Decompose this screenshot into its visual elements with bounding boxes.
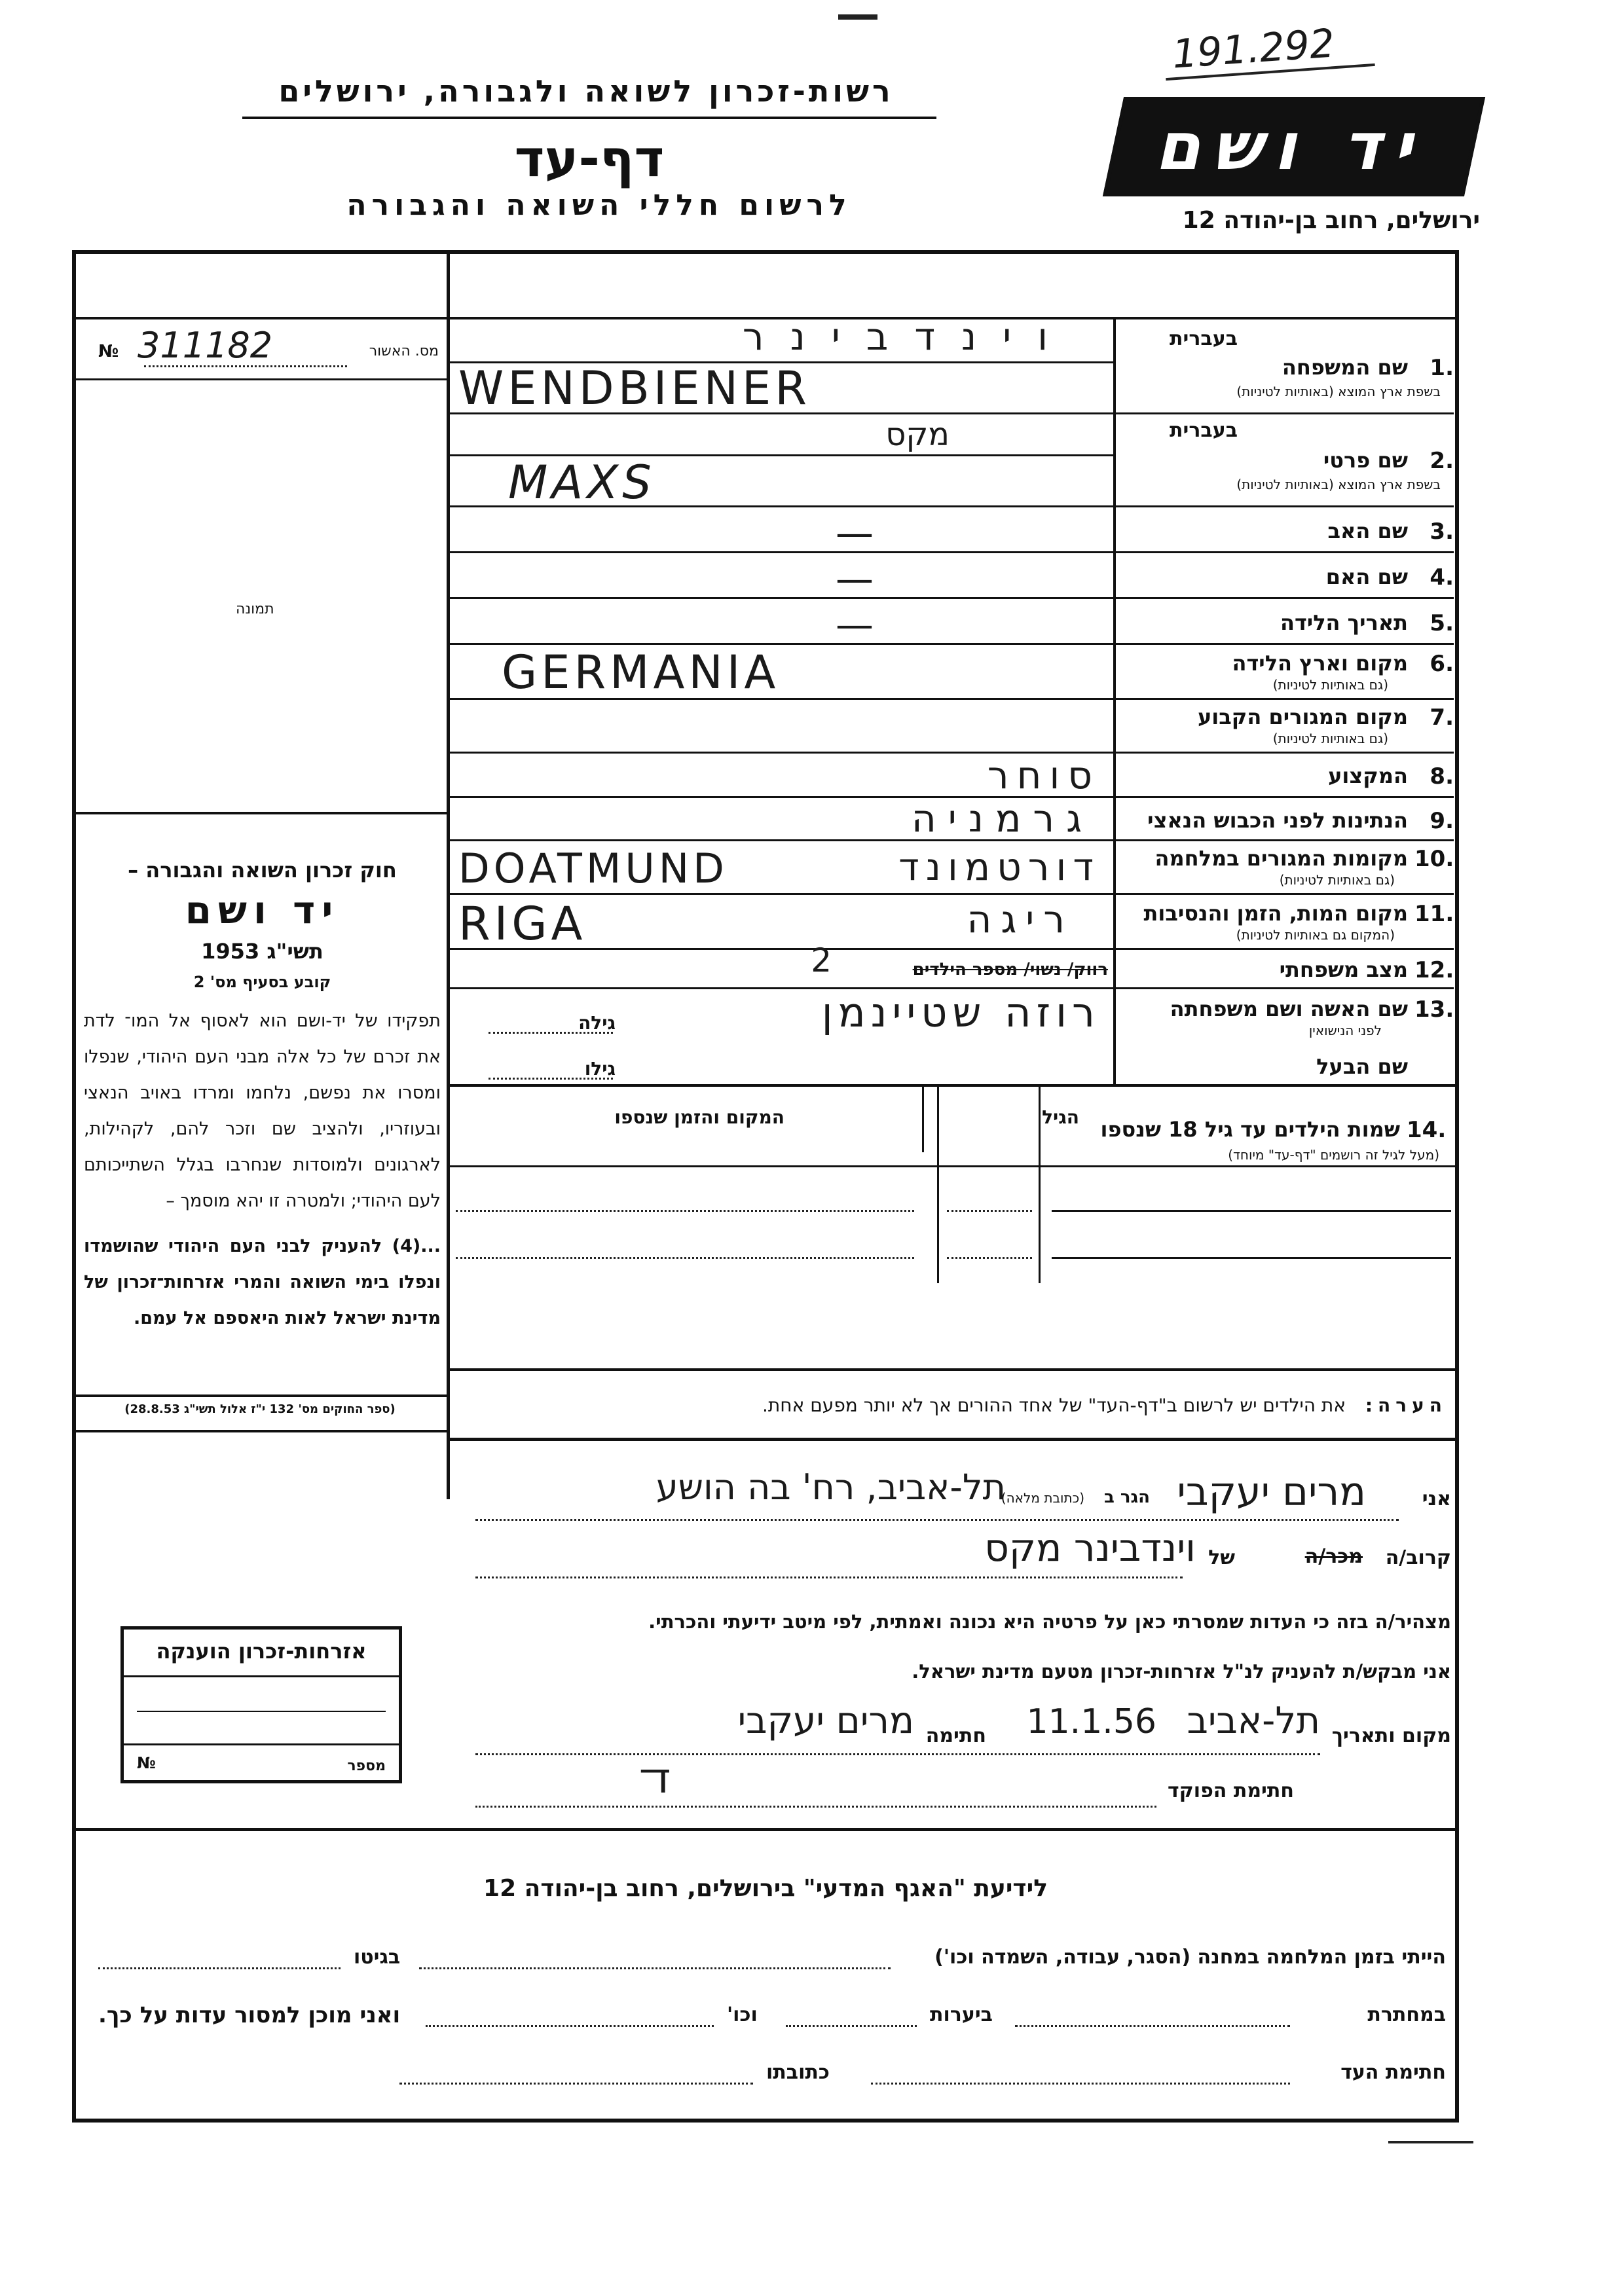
note-row <box>458 1394 1447 1434</box>
field-8-label: המקצוע <box>1328 763 1408 788</box>
wife-name-value: רוזה שטיינמן <box>821 989 1100 1036</box>
children-section <box>449 1087 1459 1375</box>
field-5-num: 5. <box>1430 610 1454 636</box>
field-2-hebrew-hint: בעברית <box>1170 419 1238 442</box>
citizenship-box <box>120 1626 402 1783</box>
first-name-hebrew: מקס <box>885 416 950 453</box>
bottom-line2-c: וכו' <box>727 2003 758 2026</box>
citizenship-number-label: מספר <box>347 1758 386 1774</box>
death-place-hebrew: ריגה <box>967 897 1074 941</box>
father-name-value: — <box>836 511 874 555</box>
fields-column <box>1113 318 1454 1084</box>
bottom-line2-b: ביערות <box>930 2003 993 2026</box>
place-value: תל-אביב <box>1187 1700 1320 1742</box>
value-sep-10 <box>449 893 1113 895</box>
declarant-name: מרים יעקבי <box>1177 1469 1366 1515</box>
field-14-sub: (מעל לגיל זה רושמים "דף-עד" מיוחד) <box>1228 1147 1439 1163</box>
field-8-num: 8. <box>1430 763 1454 790</box>
field-4-label: שם האם <box>1325 564 1408 589</box>
law-year: תשי"ג 1953 <box>201 939 323 964</box>
children-row-1-a <box>456 1210 914 1212</box>
field-2-num: 2. <box>1430 448 1454 474</box>
law-section: קובע בסעיף מס' 2 <box>193 973 331 991</box>
field-2-label: שם פרטי <box>1323 448 1408 473</box>
field-7-label: מקום המגורים הקבוע <box>1197 704 1408 729</box>
bottom-section <box>72 1833 1459 2115</box>
field-13-num: 13. <box>1414 996 1454 1023</box>
registration-bottom-line <box>72 378 448 380</box>
field-3-sep <box>1113 551 1454 553</box>
signature-value: מרים יעקבי <box>737 1700 914 1742</box>
declarant-line-2 <box>475 1576 1183 1578</box>
institution-underline <box>242 117 936 119</box>
field-6-sub: (גם באותיות לטיניות) <box>1272 677 1388 693</box>
citizenship-title-line <box>124 1675 399 1677</box>
field-9-sep <box>1113 839 1454 841</box>
bottom-line2-d: ואני מוכן למסור עדות על כך. <box>98 2002 401 2028</box>
mother-name-value: — <box>836 556 874 601</box>
law-name: יד ושם <box>185 888 340 932</box>
request-text: אני מבקש/ת להעניק לנ"ל אזרחות-זכרון מטעם מדינת ישראל. <box>912 1660 1451 1683</box>
archive-number: 191.292 <box>1170 20 1337 78</box>
children-row-1-c <box>1052 1210 1451 1212</box>
field-7-sub: (גם באותיות לטיניות) <box>1272 731 1388 746</box>
field-2-sep <box>1113 505 1454 507</box>
of-name: וינדבינר מקס <box>984 1525 1196 1570</box>
field-5-sep <box>1113 643 1454 645</box>
marital-options: רווק/ נשוי/ מספר הילדים <box>912 960 1108 979</box>
field-11-num: 11. <box>1414 901 1454 927</box>
header-address: ירושלים, רחוב בן-יהודה 12 <box>1182 207 1480 234</box>
field-2-sub: בשפת ארץ המוצא (באותיות לטיניות) <box>1236 477 1441 492</box>
husband-age-label: גילו <box>584 1058 616 1080</box>
first-name-latin: MAXS <box>508 456 655 509</box>
declarant-address-hint: (כתובת מלאה) <box>1001 1490 1084 1506</box>
form-title: דף-עד <box>514 130 665 189</box>
children-header-line <box>449 1165 1459 1167</box>
children-col-div-1 <box>937 1087 939 1283</box>
photo-label: תמונה <box>236 601 274 617</box>
value-sep-5 <box>449 643 1113 645</box>
declarant-i-label: אני <box>1422 1487 1451 1510</box>
field-4-sep <box>1113 597 1454 599</box>
field-1-hebrew-hint: בעברית <box>1170 327 1238 350</box>
field-11-sep <box>1113 948 1454 950</box>
registration-label: מס. האשור <box>369 343 439 359</box>
citizenship-line-1 <box>137 1711 386 1712</box>
declarant-lives-label: הגר ב <box>1103 1487 1150 1507</box>
field-10-sep <box>1113 893 1454 895</box>
note-bottom-line <box>449 1438 1459 1441</box>
field-3-label: שם האב <box>1327 519 1408 543</box>
field-9-label: הנתינות לפני הכבוש הנאצי <box>1147 808 1408 833</box>
officer-signature-icon: ﬢ <box>639 1755 672 1803</box>
bottom-line1-end-dots <box>98 1967 341 1969</box>
law-clause4: ...(4) להעניק לבני העם היהודי שהושמדו ונפלו בימי השואה והמרי אזרחות־זכרון של מדינת ישראל לאות היאספם אל עמם. <box>84 1236 441 1328</box>
law-citation-bottom <box>72 1430 448 1432</box>
bottom-line3-a: חתימת העד <box>1340 2061 1446 2084</box>
field-3-num: 3. <box>1430 519 1454 545</box>
bottom-line3-b: כתובתו <box>766 2061 830 2084</box>
bottom-line1-end: בגיטו <box>354 1946 401 1969</box>
bottom-title: לידיעת "האגף המדעי" בירושלים, רחוב בן-יהודה 12 <box>483 1875 1048 1902</box>
children-row-2-c <box>1052 1257 1451 1259</box>
wartime-residence-hebrew: דורטמונד <box>898 845 1100 889</box>
husband-age-dots <box>489 1078 613 1080</box>
field-1-num: 1. <box>1430 355 1454 381</box>
field-6-label: מקום וארץ הלידה <box>1232 651 1408 676</box>
institution-name: רשות-זכרון לשואה ולגבורה, ירושלים <box>278 73 894 109</box>
nationality-value: גרמניה <box>911 796 1094 841</box>
signature-label: חתימה <box>925 1724 986 1747</box>
field-6-sep <box>1113 698 1454 700</box>
law-citation: (ספר החוקים מס' 132 י"ז אלול תשי"ג 28.8.53) <box>124 1402 396 1416</box>
field-4-num: 4. <box>1430 564 1454 591</box>
value-sep-3 <box>449 551 1113 553</box>
form-subtitle: לרשום חללי השואה והגבורה <box>346 189 852 222</box>
registration-row <box>98 327 439 373</box>
field-11-label: מקום המות, הזמן והנסיבות <box>1143 901 1408 926</box>
children-section-bottom <box>449 1368 1459 1371</box>
children-row-2-b <box>947 1257 1032 1259</box>
field-9-num: 9. <box>1430 808 1454 834</box>
bottom-line2-a: במחתרת <box>1367 2003 1446 2026</box>
values-column <box>449 314 1113 1084</box>
field-12-num: 12. <box>1414 957 1454 983</box>
birthplace-value: GERMANIA <box>502 646 780 699</box>
field-12-label: מצב משפחתי <box>1279 957 1408 982</box>
declarant-line-3 <box>475 1753 1320 1755</box>
bottom-line3-dots-a <box>871 2083 1290 2085</box>
field-10-label: מקומות המגורים במלחמה <box>1154 846 1408 871</box>
law-box <box>84 858 441 1336</box>
field-8-sep <box>1113 796 1454 798</box>
bottom-line1: הייתי בזמן המלחמה במחנה (הסגר, עבודה, השמדה וכו') <box>934 1946 1446 1969</box>
bottom-line2-dots-c <box>426 2025 714 2027</box>
wartime-residence-latin: DOATMUND <box>458 845 728 892</box>
field-14-label: שמות הילדים עד גיל 18 שנספו <box>1100 1117 1400 1142</box>
field-1-label: שם המשפחה <box>1282 355 1408 380</box>
surname-latin: WENDBIENER <box>458 361 811 415</box>
children-col-place: המקום והזמן שנספו <box>614 1106 784 1128</box>
field-14-num: 14. <box>1407 1117 1447 1143</box>
field-7-sep <box>1113 752 1454 754</box>
place-date-label: מקום ותאריך <box>1331 1724 1451 1747</box>
declaration-section <box>449 1447 1451 1813</box>
death-place-latin: RIGA <box>458 897 587 951</box>
bottom-line3-dots-b <box>399 2083 753 2085</box>
law-body: תפקידו של יד-ושם הוא לאסוף אל המו־ לדת את זכרם של כל אלה מבני העם היהודי, שנפלו ומסרו את נפשם, נלחמו ומרדו באויב הנאצי ובעוזריו, ולהציב שם וזכר להם, לקהילות, לארגונים ולמוסדות שנחרבו בגלל השתייכותם לעם היהודי; ולמטרה זו יהא מוסמך – <box>84 1011 441 1211</box>
field-11-sub: (המקום גם באותיות לטיניות) <box>1236 927 1395 943</box>
field-1-sub: בשפת ארץ המוצא (באותיות לטיניות) <box>1236 384 1441 399</box>
field-13-label: שם האשה ושם משפחתה <box>1170 996 1408 1021</box>
profession-value: סוחר <box>987 753 1100 797</box>
officer-line <box>475 1806 1156 1808</box>
scan-mark <box>838 14 877 20</box>
field-7-num: 7. <box>1430 704 1454 731</box>
date-value: 11.1.56 <box>1026 1702 1156 1741</box>
bottom-line2-dots-b <box>786 2025 917 2027</box>
declarant-address: תל-אביב, רח' בה הושע <box>655 1467 1006 1508</box>
logo-text: יד ושם <box>1151 108 1437 185</box>
field-1-sep <box>1113 412 1454 414</box>
yad-vashem-logo <box>1103 97 1485 196</box>
field-6-num: 6. <box>1430 651 1454 677</box>
officer-label: חתימת הפוקד <box>1168 1779 1294 1802</box>
birth-date-value: — <box>836 602 874 647</box>
field-13-sub: לפני הנישואין <box>1308 1023 1382 1038</box>
bottom-line2-dots-a <box>1015 2025 1290 2027</box>
relative-label: קרוב/ה <box>1385 1546 1451 1569</box>
of-label: של <box>1208 1546 1235 1569</box>
children-row-1-b <box>947 1210 1032 1212</box>
wife-age-dots <box>489 1032 613 1034</box>
field-10-num: 10. <box>1414 846 1454 872</box>
registration-no-sign: № <box>98 342 119 361</box>
bottom-section-top <box>72 1828 1459 1831</box>
surname-hebrew: וינדבינר <box>742 314 1074 359</box>
citizenship-line-2 <box>124 1743 399 1745</box>
note-label: הערה: <box>1365 1394 1447 1416</box>
note-text: את הילדים יש לרשום ב"דף-העד" של אחד ההורים אך לא יותר מפעם אחת. <box>762 1394 1346 1416</box>
wife-age-label: גילה <box>578 1012 616 1034</box>
registration-value: 311182 <box>138 325 273 366</box>
law-title: חוק זכרון השואה והגבורה – <box>128 858 397 883</box>
field-13-husband-label: שם הבעל <box>1316 1054 1408 1079</box>
photo-bottom-line <box>72 812 448 814</box>
children-col-age: הגיל <box>1042 1106 1079 1128</box>
relation-value: מכר/ה <box>1304 1545 1363 1568</box>
children-col-div-2 <box>1039 1087 1041 1283</box>
field-10-sub: (גם באותיות לטיניות) <box>1279 872 1395 888</box>
children-row-2-a <box>456 1257 914 1259</box>
field-12-sep <box>1113 987 1454 989</box>
declaration-text: מצהיר/ה בזה כי העדות שמסרתי כאן על פרטיה היא נכונה ואמתית, לפי מיטב ידיעתי והכרתי. <box>648 1611 1451 1633</box>
bottom-line1-dots <box>419 1967 891 1969</box>
value-sep-4 <box>449 597 1113 599</box>
citizenship-no-sign: № <box>137 1754 156 1772</box>
children-col-div-3 <box>922 1087 924 1152</box>
law-citation-line <box>72 1394 448 1397</box>
children-count: 2 <box>811 941 832 979</box>
scan-mark-bottom <box>1388 2141 1473 2143</box>
field-5-label: תאריך הלידה <box>1280 610 1408 635</box>
citizenship-title: אזרחות-זכרון הוענקה <box>156 1639 367 1664</box>
declarant-line-1 <box>475 1519 1399 1521</box>
